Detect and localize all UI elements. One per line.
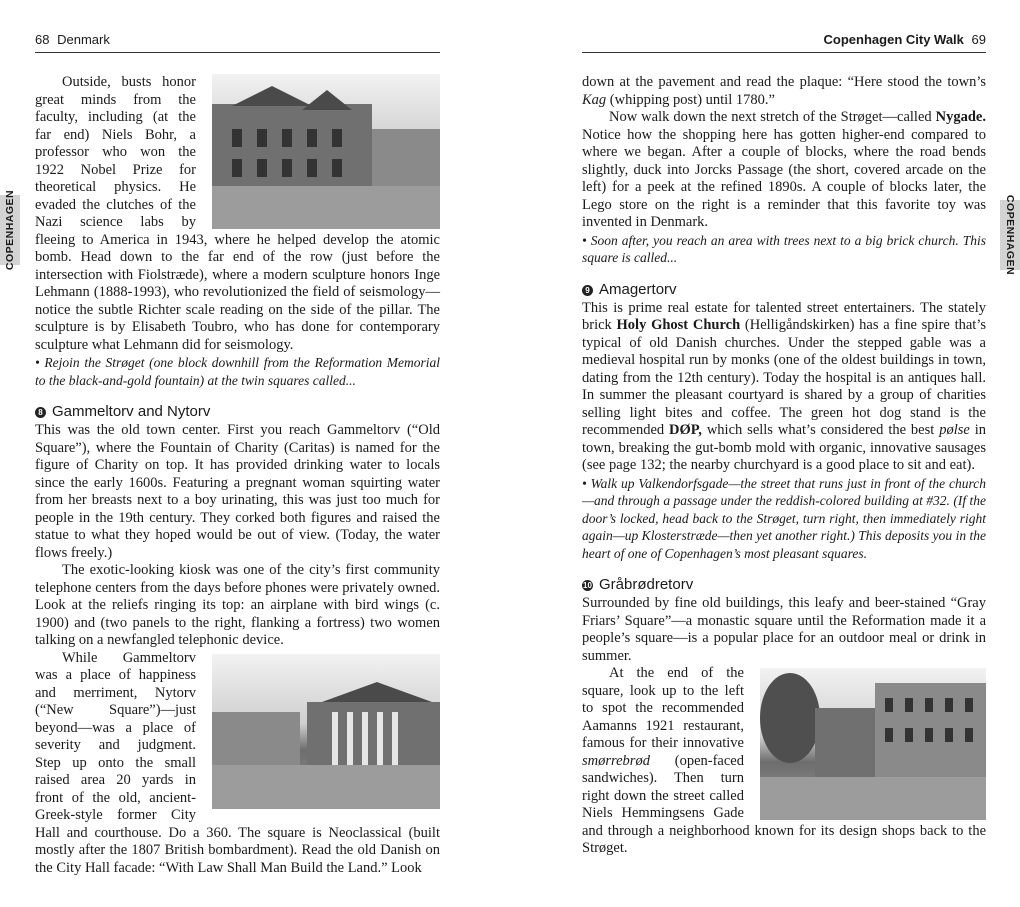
- right-page: [510, 0, 1020, 907]
- paragraph-holy-ghost-church: This is prime real estate for talented street entertainers. The stately brick Holy Ghost Church (Helligåndskirken) has a fine spire that’s typical of old Danish churches. Under the stepped gable was a medieval hospital run by monks (one of the oldest buildings in town, dating from the 12th century). Today the hospital is an antiques hall. In summer the pleasant courtyard is shared by a group of charities selling light bites and coffee. The green hot dog stand is the recommended DØP, which sells what’s considered the best pølse in town, breaking the gut-bomb mold with organic, innovative sausages (see page 132; the nearby churchyard is a good place to sit and eat).: [582, 299, 986, 473]
- direction-rejoin-stroget: • Rejoin the Strøget (one block downhill from the Reformation Memorial to the black-and-gold fountain) at the twin squares called...: [35, 355, 440, 388]
- stop-number-10-icon: 10: [583, 581, 592, 590]
- right-header-section: Copenhagen City Walk: [823, 32, 964, 47]
- stop-number-9-icon: 9: [582, 285, 593, 296]
- right-running-header: [582, 30, 986, 53]
- left-header-section: Denmark: [57, 32, 110, 47]
- paragraph-nytorv-judgment: While Gammeltorv was a place of happiness and merriment, Nytorv (“New Square”)—just beyond—was a place of severity and judgment. Step up onto the small raised area 20 yards in front of the old, ancient-Greek-style former City Hall and courthouse. Do a 360. The square is Neoclassical (built mostly after the 1807 British bombardment). Read the old Danish on the City Hall facade: “With Law Shall Man Build the Land.” Look: [35, 649, 440, 876]
- right-side-tab: [1000, 194, 1020, 276]
- heading-amagertorv-text: Amagertorv: [599, 280, 677, 298]
- heading-gammeltorv-nytorv-text: Gammeltorv and Nytorv: [52, 403, 211, 420]
- right-side-tab-label: COPENHAGEN: [1004, 194, 1016, 276]
- direction-brick-church: • Soon after, you reach an area with trees next to a big brick church. This square is called...: [582, 232, 986, 265]
- heading-grabrodretorv: [582, 576, 986, 594]
- heading-grabrodretorv-text: Gråbrødretorv: [599, 576, 694, 593]
- left-side-tab: [0, 189, 20, 271]
- paragraph-nygade: Now walk down the next stretch of the Strøget—called Nygade. Notice how the shopping here has gotten higher-end compared to where we began. After a couple of blocks, where the road bends slightly, duck into Jorcks Passage (the short, covered arcade on the left) for a peek at the refined 1890s. A couple of blocks later, the Lego store on the right is a reminder that this favorite toy was invented in Denmark.: [582, 109, 986, 230]
- university-building-photo: [212, 74, 440, 229]
- grabrodretorv-square-photo: [760, 668, 986, 820]
- paragraph-bohr-lehmann: Outside, busts honor great minds from the faculty, including (at the far end) Niels Bohr, a professor who won the 1922 Nobel Prize for theoretical physics. He evaded the clutches of the Nazi science labs by fleeing to America in 1943, where he helped develop the atomic bomb. Head down to the far end of the row (just before the intersection with Fiolstræde), where a modern sculpture honors Inge Lehmann (1888-1993), who revolutionized the field of seismology—notice the subtle Richter scale reading on the side of the pillar. The sculpture is by Elisabeth Toubro, who has done for contemporary sculpture what Lehmann did for seismology.: [35, 74, 440, 353]
- right-page-number: 69: [971, 32, 986, 47]
- left-text-column: [35, 74, 440, 877]
- paragraph-old-town-center: This was the old town center. First you reach Gammeltorv (“Old Square”), where the Fountain of Charity (Caritas) is named for the figure of Charity on top. It has provided drinking water to locals since the early 1600s. Featuring a pregnant woman squirting water from her breasts next to a boy urinating, this was just too much for people in the 19th century. They corked both figures and raised the statue to what they hoped would be out of view. (Today, the water flows freely.): [35, 422, 440, 561]
- stop-number-8-icon: 8: [35, 407, 46, 418]
- paragraph-plaque: down at the pavement and read the plaque: “Here stood the town’s Kag (whipping post) until 1780.”: [582, 74, 986, 108]
- left-side-tab-label: COPENHAGEN: [4, 189, 16, 271]
- right-text-column: [582, 74, 986, 858]
- paragraph-telephone-kiosk: The exotic-looking kiosk was one of the city’s first community telephone centers from the days before phones were privately owned. Look at the reliefs ringing its top: an airplane with bird wings (c. 1900) and (two panels to the right, flanking a fortress) two women talking on a newfangled telephonic device.: [35, 562, 440, 648]
- direction-valkendorfsgade: • Walk up Valkendorfsgade—the street that runs just in front of the church—and through a passage under the reddish-colored building at #32. (If the door’s locked, head back to the Strøget, turn right, then immediately right again—up Klosterstræde—then yet another right.) This deposits you in the heart of one of Copenhagen’s most pleasant squares.: [582, 475, 986, 561]
- left-page-number: 68: [35, 32, 50, 47]
- paragraph-gray-friars-square: Surrounded by fine old buildings, this leafy and beer-stained “Gray Friars’ Square”—a monastic square until the Reformation made it a people’s square—is a popular place for an outdoor meal or drink in summer.: [582, 595, 986, 664]
- heading-gammeltorv-nytorv: [35, 403, 440, 421]
- heading-amagertorv: [582, 281, 986, 299]
- paragraph-aamanns: At the end of the square, look up to the left to spot the recommended Aamanns 1921 restaurant, famous for their innovative smørrebrød (open-faced sandwiches). Then turn right down the street called Niels Hemmingsens Gade and through a neighborhood known for its design shops back to the Strøget.: [582, 665, 986, 856]
- left-running-header: [35, 30, 440, 53]
- city-hall-photo: [212, 654, 440, 809]
